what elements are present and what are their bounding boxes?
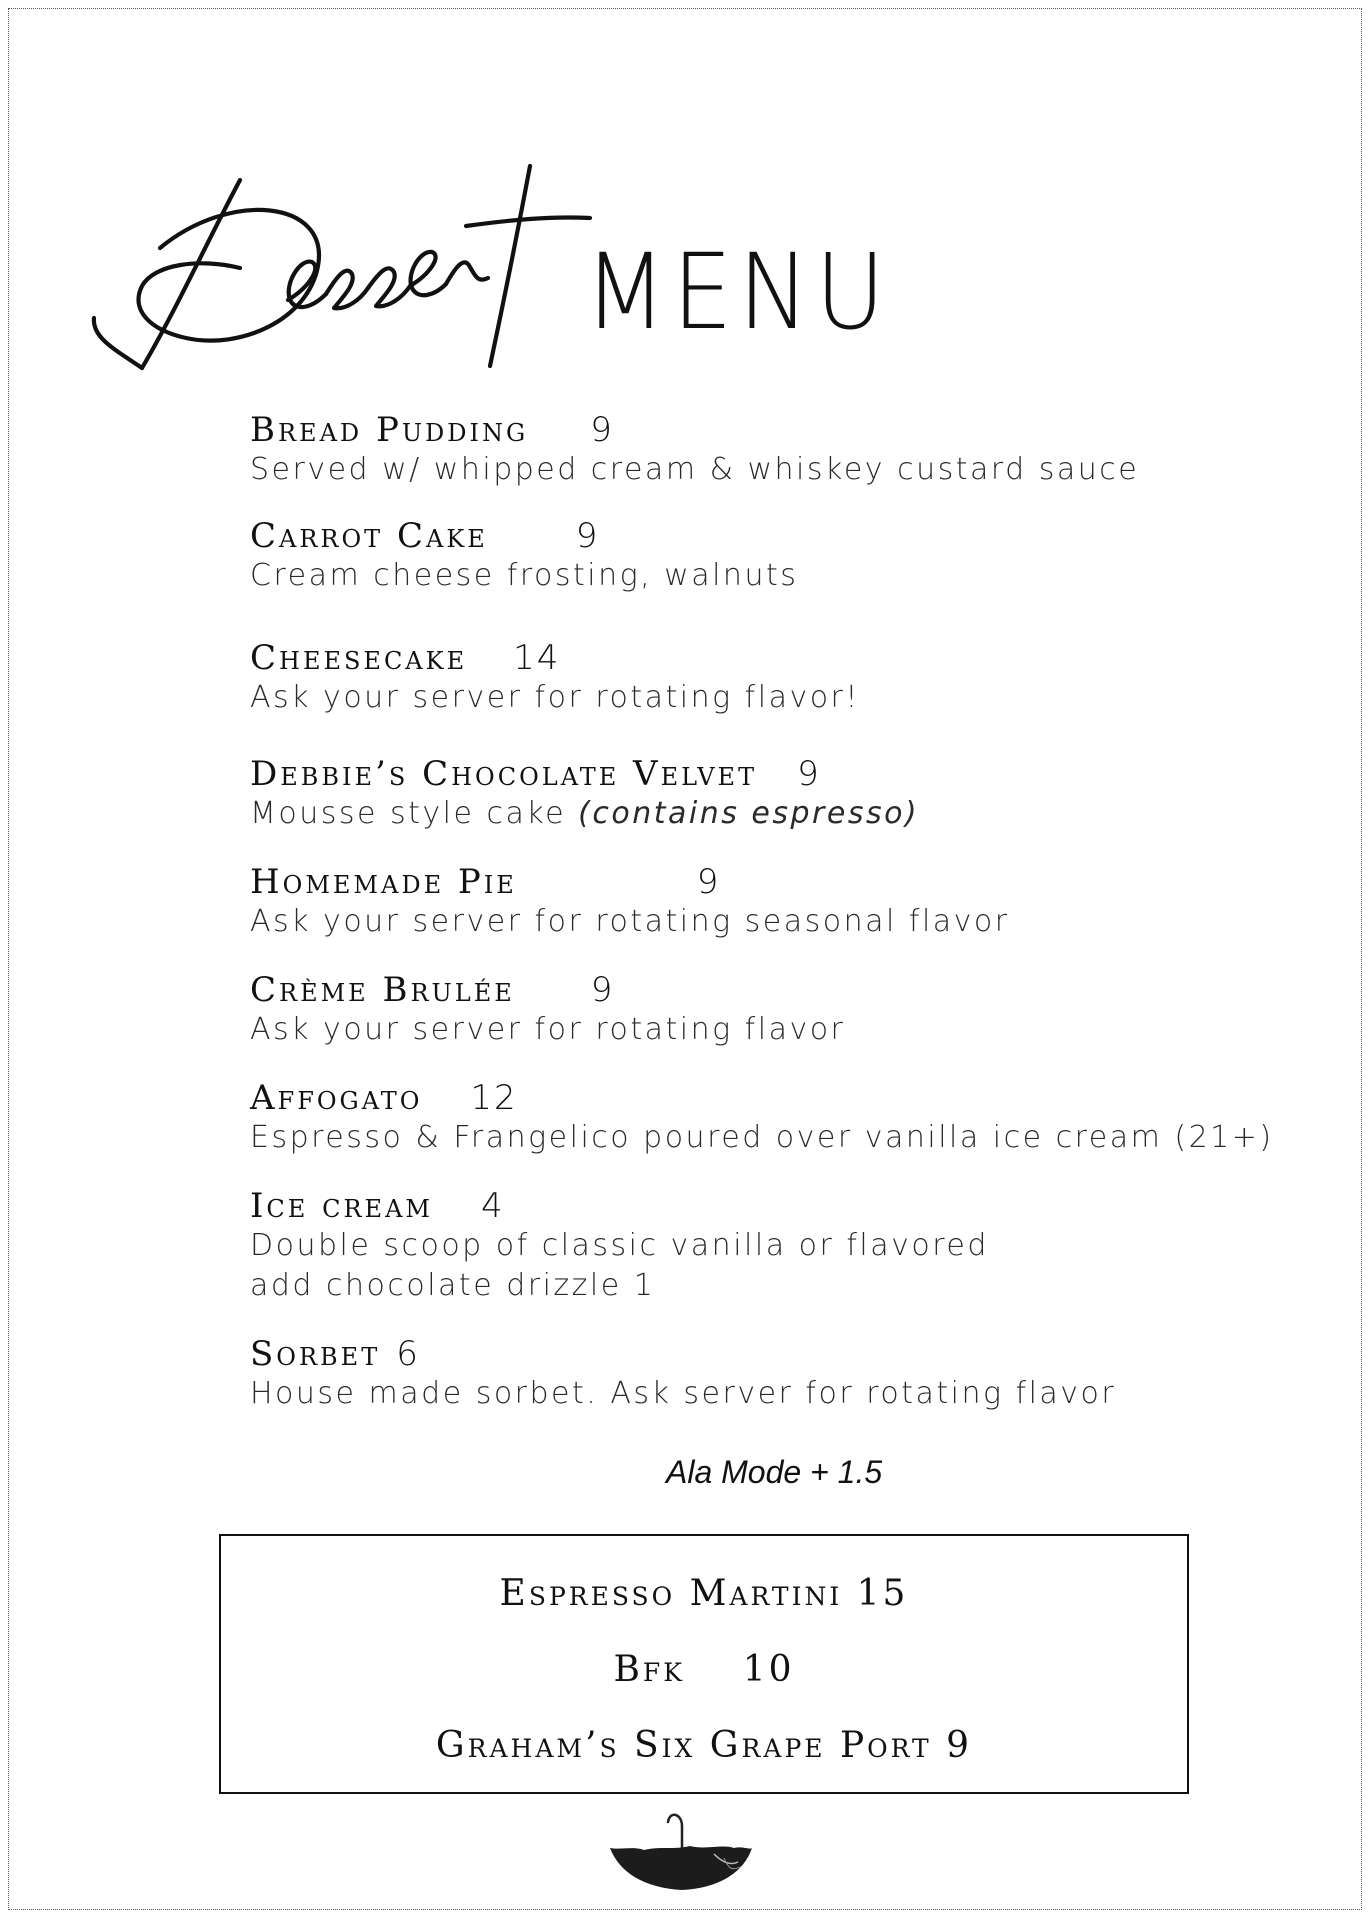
item-price: 6 — [396, 1334, 420, 1374]
item-price: 9 — [575, 516, 600, 556]
item-price: 9 — [696, 862, 721, 902]
item-price: 4 — [480, 1186, 505, 1226]
item-name: Debbie’s Chocolate Velvet — [250, 754, 758, 794]
item-name: Bread Pudding — [250, 410, 529, 450]
item-description: House made sorbet. Ask server for rotating flavor — [250, 1376, 1117, 1411]
item-name: Carrot Cake — [250, 516, 488, 556]
item-name: Ice cream — [250, 1186, 433, 1226]
item-name: Homemade Pie — [250, 862, 517, 902]
menu-item-cheesecake — [250, 638, 1310, 718]
menu-item-affogato — [250, 1078, 1310, 1158]
item-name: Affogato — [250, 1078, 423, 1118]
item-description: Double scoop of classic vanilla or flavored — [250, 1228, 989, 1263]
menu-title — [90, 160, 950, 380]
menu-item-creme-brulee — [250, 970, 1310, 1050]
item-name: Cheesecake — [250, 638, 468, 678]
item-description: Espresso & Frangelico poured over vanilla ice cream (21+) — [250, 1120, 1274, 1155]
drink-item: Bfk 10 — [613, 1649, 795, 1690]
drink-item: Graham’s Six Grape Port 9 — [435, 1725, 973, 1766]
item-addon: add chocolate drizzle 1 — [250, 1268, 656, 1303]
item-description: Served w/ whipped cream & whiskey custard sauce — [250, 452, 1140, 487]
item-description-note: (contains espresso) — [578, 796, 920, 831]
menu-item-homemade-pie — [250, 862, 1310, 942]
item-price: 12 — [470, 1078, 518, 1118]
item-name: Sorbet — [250, 1334, 381, 1374]
item-description: Ask your server for rotating seasonal flavor — [250, 904, 1010, 939]
menu-item-ice-cream — [250, 1186, 1310, 1306]
item-description — [250, 794, 1310, 834]
item-price: 9 — [590, 410, 614, 450]
item-name: Crème Brulée — [250, 970, 515, 1010]
item-description: Ask your server for rotating flavor — [250, 1012, 846, 1047]
drink-item: Espresso Martini 15 — [499, 1573, 909, 1614]
menu-item-carrot-cake — [250, 516, 1310, 596]
menu-item-sorbet — [250, 1334, 1310, 1414]
menu-item-bread-pudding — [250, 410, 1310, 490]
drinks-box — [219, 1534, 1189, 1794]
ala-mode-note: Ala Mode + 1.5 — [666, 1454, 883, 1490]
item-description: Ask your server for rotating flavor! — [250, 680, 860, 715]
item-description: Cream cheese frosting, walnuts — [250, 558, 799, 593]
umbrella-icon — [604, 1796, 754, 1896]
item-price: 9 — [590, 970, 615, 1010]
item-price: 9 — [797, 754, 821, 794]
item-price: 14 — [513, 638, 561, 678]
menu-item-chocolate-velvet — [250, 754, 1310, 834]
dessert-script-title — [90, 160, 650, 380]
menu-word: MENU — [584, 231, 891, 353]
item-description-main: Mousse style cake — [250, 796, 567, 831]
